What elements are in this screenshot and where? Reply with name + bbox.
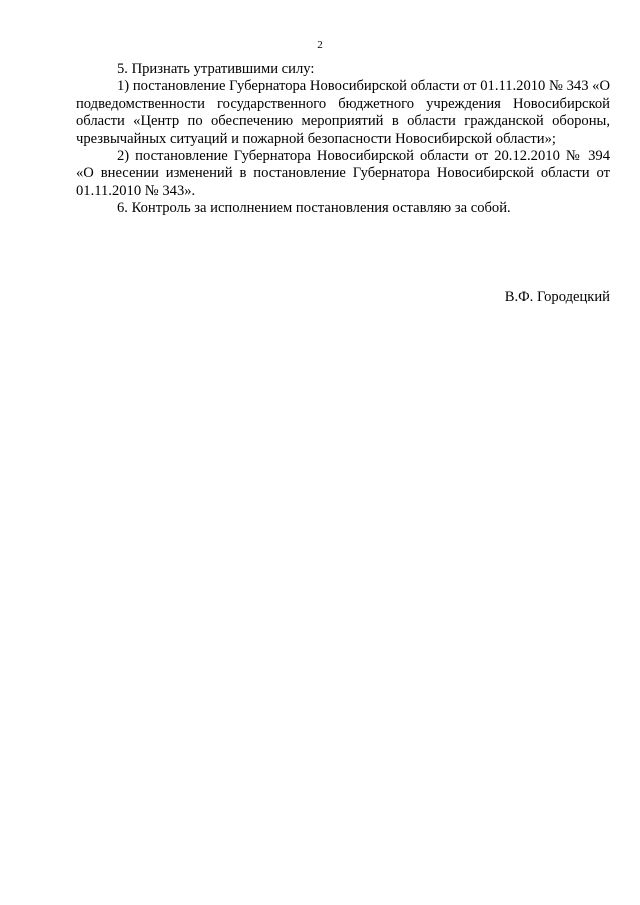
page-number: 2 xyxy=(317,39,323,51)
paragraph-item-6: 6. Контроль за исполнением постановления оставляю за собой. xyxy=(117,200,511,217)
paragraph-subitem-2: 2) постановление Губернатора Новосибирской области от 20.12.2010 № 394 «О внесении изменений в постановление Губернатора Новосибирской области от 01.11.2010 № 343». xyxy=(76,148,610,199)
document-body xyxy=(76,61,610,218)
paragraph-subitem-1: 1) постановление Губернатора Новосибирской области от 01.11.2010 № 343 «О подведомственности государственного бюджетного учреждения Новосибирской области «Центр по обеспечению мероприятий в области гражданской обороны, чрезвычайных ситуаций и пожарной безопасности Новосибирской области»; xyxy=(76,78,610,147)
paragraph-item-5: 5. Признать утратившими силу: xyxy=(117,61,315,77)
signature-name: В.Ф. Городецкий xyxy=(504,289,610,305)
